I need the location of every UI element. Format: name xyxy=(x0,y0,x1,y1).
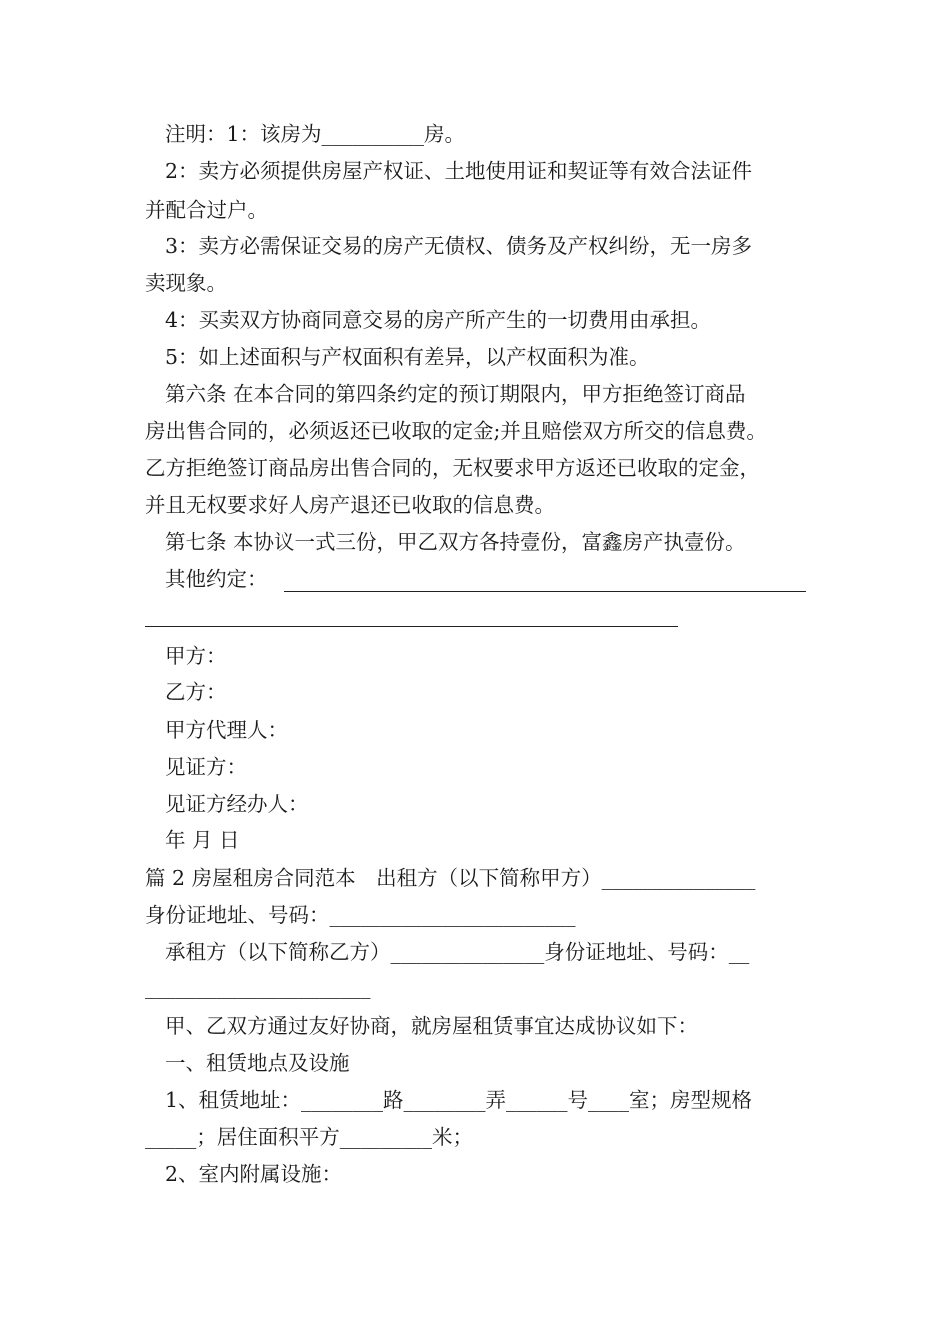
party-b-label: 乙方： xyxy=(165,680,227,704)
other-terms-blank-1 xyxy=(284,591,806,592)
note-4: 4：买卖双方协商同意交易的房产所产生的一切费用由承担。 xyxy=(165,308,712,332)
note-1: 注明：1：该房为__________房。 xyxy=(165,122,466,146)
article-6-cont-1: 房出售合同的，必须返还已收取的定金;并且赔偿双方所交的信息费。 xyxy=(145,419,767,443)
note-2: 2：卖方必须提供房屋产权证、土地使用证和契证等有效合法证件 xyxy=(165,159,753,183)
rental-address: 1、租赁地址：________路________弄______号____室；房型规格 xyxy=(165,1088,753,1112)
date-line: 年 月 日 xyxy=(165,828,240,852)
article-6-cont-2: 乙方拒绝签订商品房出售合同的，无权要求甲方返还已收取的定金， xyxy=(145,456,760,480)
note-2-cont: 并配合过户。 xyxy=(145,198,268,222)
witness-label: 见证方： xyxy=(165,755,247,779)
party-a-label: 甲方： xyxy=(165,644,227,668)
rental-address-cont: _____；居住面积平方_________米； xyxy=(145,1125,473,1149)
other-terms-label: 其他约定： xyxy=(165,567,268,591)
witness-handler-label: 见证方经办人： xyxy=(165,792,309,816)
section-2-title: 篇 2 房屋租房合同范本 出租方（以下简称甲方）_______________ xyxy=(145,866,756,890)
agreement-intro: 甲、乙双方通过友好协商，就房屋租赁事宜达成协议如下： xyxy=(165,1014,698,1038)
other-terms-blank-2 xyxy=(145,626,678,627)
heading-location: 一、租赁地点及设施 xyxy=(165,1051,350,1075)
note-3: 3：卖方必需保证交易的房产无债权、债务及产权纠纷，无一房多 xyxy=(165,234,753,258)
lessee-line: 承租方（以下简称乙方）_______________身份证地址、号码：__ xyxy=(165,940,750,964)
article-6-cont-3: 并且无权要求好人房产退还已收取的信息费。 xyxy=(145,493,555,517)
facilities: 2、室内附属设施： xyxy=(165,1162,343,1186)
article-6: 第六条 在本合同的第四条约定的预订期限内，甲方拒绝签订商品 xyxy=(165,382,746,406)
lessor-id-line: 身份证地址、号码：________________________ xyxy=(145,903,576,927)
article-7: 第七条 本协议一式三份，甲乙双方各持壹份，富鑫房产执壹份。 xyxy=(165,530,746,554)
lessee-blank-cont: ______________________ xyxy=(145,975,371,999)
note-3-cont: 卖现象。 xyxy=(145,271,227,295)
note-5: 5：如上述面积与产权面积有差异，以产权面积为准。 xyxy=(165,345,650,369)
party-a-agent-label: 甲方代理人： xyxy=(165,718,288,742)
